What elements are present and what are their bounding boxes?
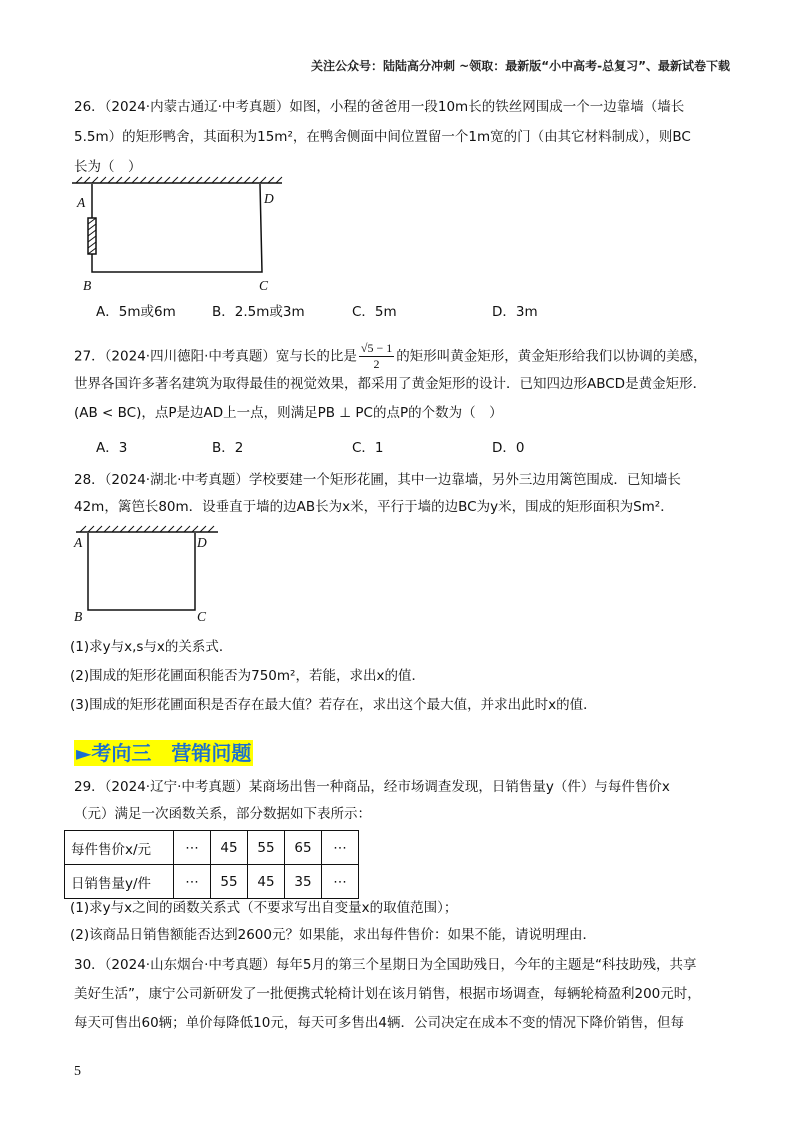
q26-label-a: A [77, 195, 86, 210]
q29-data-table [64, 830, 359, 899]
q30-line-2: 美好生活”，康宁公司新研发了一批便携式轮椅计划在该月销售，根据市场调查，每辆轮椅盈利200元时， [74, 986, 701, 1002]
q29-part-1: (1)求y与x之间的函数关系式（不要求写出自变量x的取值范围）； [70, 900, 458, 916]
q27-option-d: D．0 [492, 440, 525, 456]
q27-option-b: B．2 [212, 440, 244, 456]
page-header: 关注公众号：陆陆高分冲刺 ~领取：最新版“小中高考-总复习”、最新试卷下载 [311, 59, 730, 73]
q27-line-2: 世界各国许多著名建筑为取得最佳的视觉效果，都采用了黄金矩形的设计．已知四边形ABCD是黄金矩形． [74, 376, 707, 392]
table-cell: 65 [285, 831, 322, 865]
q27-option-a: A．3 [96, 440, 128, 456]
q27-option-c: C．1 [352, 440, 384, 456]
q27-line-3: (AB < BC)，点P是边AD上一点，则满足PB ⊥ PC的点P的个数为（ ） [74, 405, 503, 421]
table-cell: 45 [248, 865, 285, 899]
q27-line-1-start: 27．（2024·四川德阳·中考真题）宽与长的比是 [74, 348, 357, 365]
q26-option-b: B．2.5m或3m [212, 304, 305, 320]
q26-diagram [72, 177, 282, 272]
q26-line-2: 5.5m）的矩形鸭舍，其面积为15m²，在鸭舍侧面中间位置留一个1m宽的门（由其它材料制成），则BC [74, 129, 691, 145]
q26-option-a: A．5m或6m [96, 304, 176, 320]
q28-label-a: A [74, 535, 83, 550]
q28-line-1: 28．（2024·湖北·中考真题）学校要建一个矩形花圃，其中一边靠墙，另外三边用篱笆围成．已知墙长 [74, 472, 681, 488]
q26-line-3: 长为（ ） [74, 159, 142, 175]
q27-line-1 [74, 341, 707, 372]
q27-line-1-end: 的矩形叫黄金矩形，黄金矩形给我们以协调的美感， [396, 348, 707, 365]
q28-label-c: C [197, 609, 207, 624]
section-heading: ►考向三 营销问题 [76, 741, 252, 765]
q26-line-1: 26．（2024·内蒙古通辽·中考真题）如图，小程的爸爸用一段10m长的铁丝网围成一个一边靠墙（墙长 [74, 99, 685, 115]
q26-label-b: B [83, 278, 92, 293]
table-cell: ⋯ [174, 865, 211, 899]
q29-line-1: 29．（2024·辽宁·中考真题）某商场出售一种商品，经市场调查发现，日销售量y（件）与每件售价x [74, 779, 670, 795]
q27-fraction-numerator: √5 − 1 [360, 341, 393, 355]
q28-part-2: (2)围成的矩形花圃面积能否为750m²，若能，求出x的值． [70, 668, 425, 684]
q27-fraction [359, 341, 394, 372]
q28-part-3: (3)围成的矩形花圃面积是否存在最大值？若存在，求出这个最大值，并求出此时x的值． [70, 697, 597, 713]
table-cell: 55 [248, 831, 285, 865]
q28-part-1: (1)求y与x,s与x的关系式． [70, 639, 233, 655]
q28-label-d: D [197, 535, 207, 550]
table-cell: 35 [285, 865, 322, 899]
q29-part-2: (2)该商品日销售额能否达到2600元？如果能，求出每件售价：如果不能，请说明理由． [70, 927, 596, 943]
q30-line-1: 30．（2024·山东烟台·中考真题）每年5月的第三个星期日为全国助残日，今年的主题是“科技助残，共享 [74, 957, 697, 973]
q26-option-c: C．5m [352, 304, 397, 320]
table-row [65, 865, 359, 899]
table-cell: 55 [211, 865, 248, 899]
q28-line-2: 42m，篱笆长80m．设垂直于墙的边AB长为x米，平行于墙的边BC为y米，围成的矩形面积为Sm²． [74, 499, 674, 515]
page-number: 5 [74, 1064, 81, 1079]
table-cell: ⋯ [322, 865, 359, 899]
q26-label-c: C [259, 278, 269, 293]
table-cell: ⋯ [174, 831, 211, 865]
table-cell: 日销售量y/件 [65, 865, 174, 899]
q28-label-b: B [74, 609, 83, 624]
table-cell: 每件售价x/元 [65, 831, 174, 865]
q26-option-d: D．3m [492, 304, 538, 320]
table-cell: 45 [211, 831, 248, 865]
q26-label-d: D [264, 191, 274, 206]
q29-line-2: （元）满足一次函数关系，部分数据如下表所示： [74, 806, 371, 822]
table-cell: ⋯ [322, 831, 359, 865]
q27-fraction-denominator: 2 [373, 357, 380, 371]
q30-line-3: 每天可售出60辆；单价每降低10元，每天可多售出4辆．公司决定在成本不变的情况下降价销售，但每 [74, 1015, 684, 1031]
table-row [65, 831, 359, 865]
